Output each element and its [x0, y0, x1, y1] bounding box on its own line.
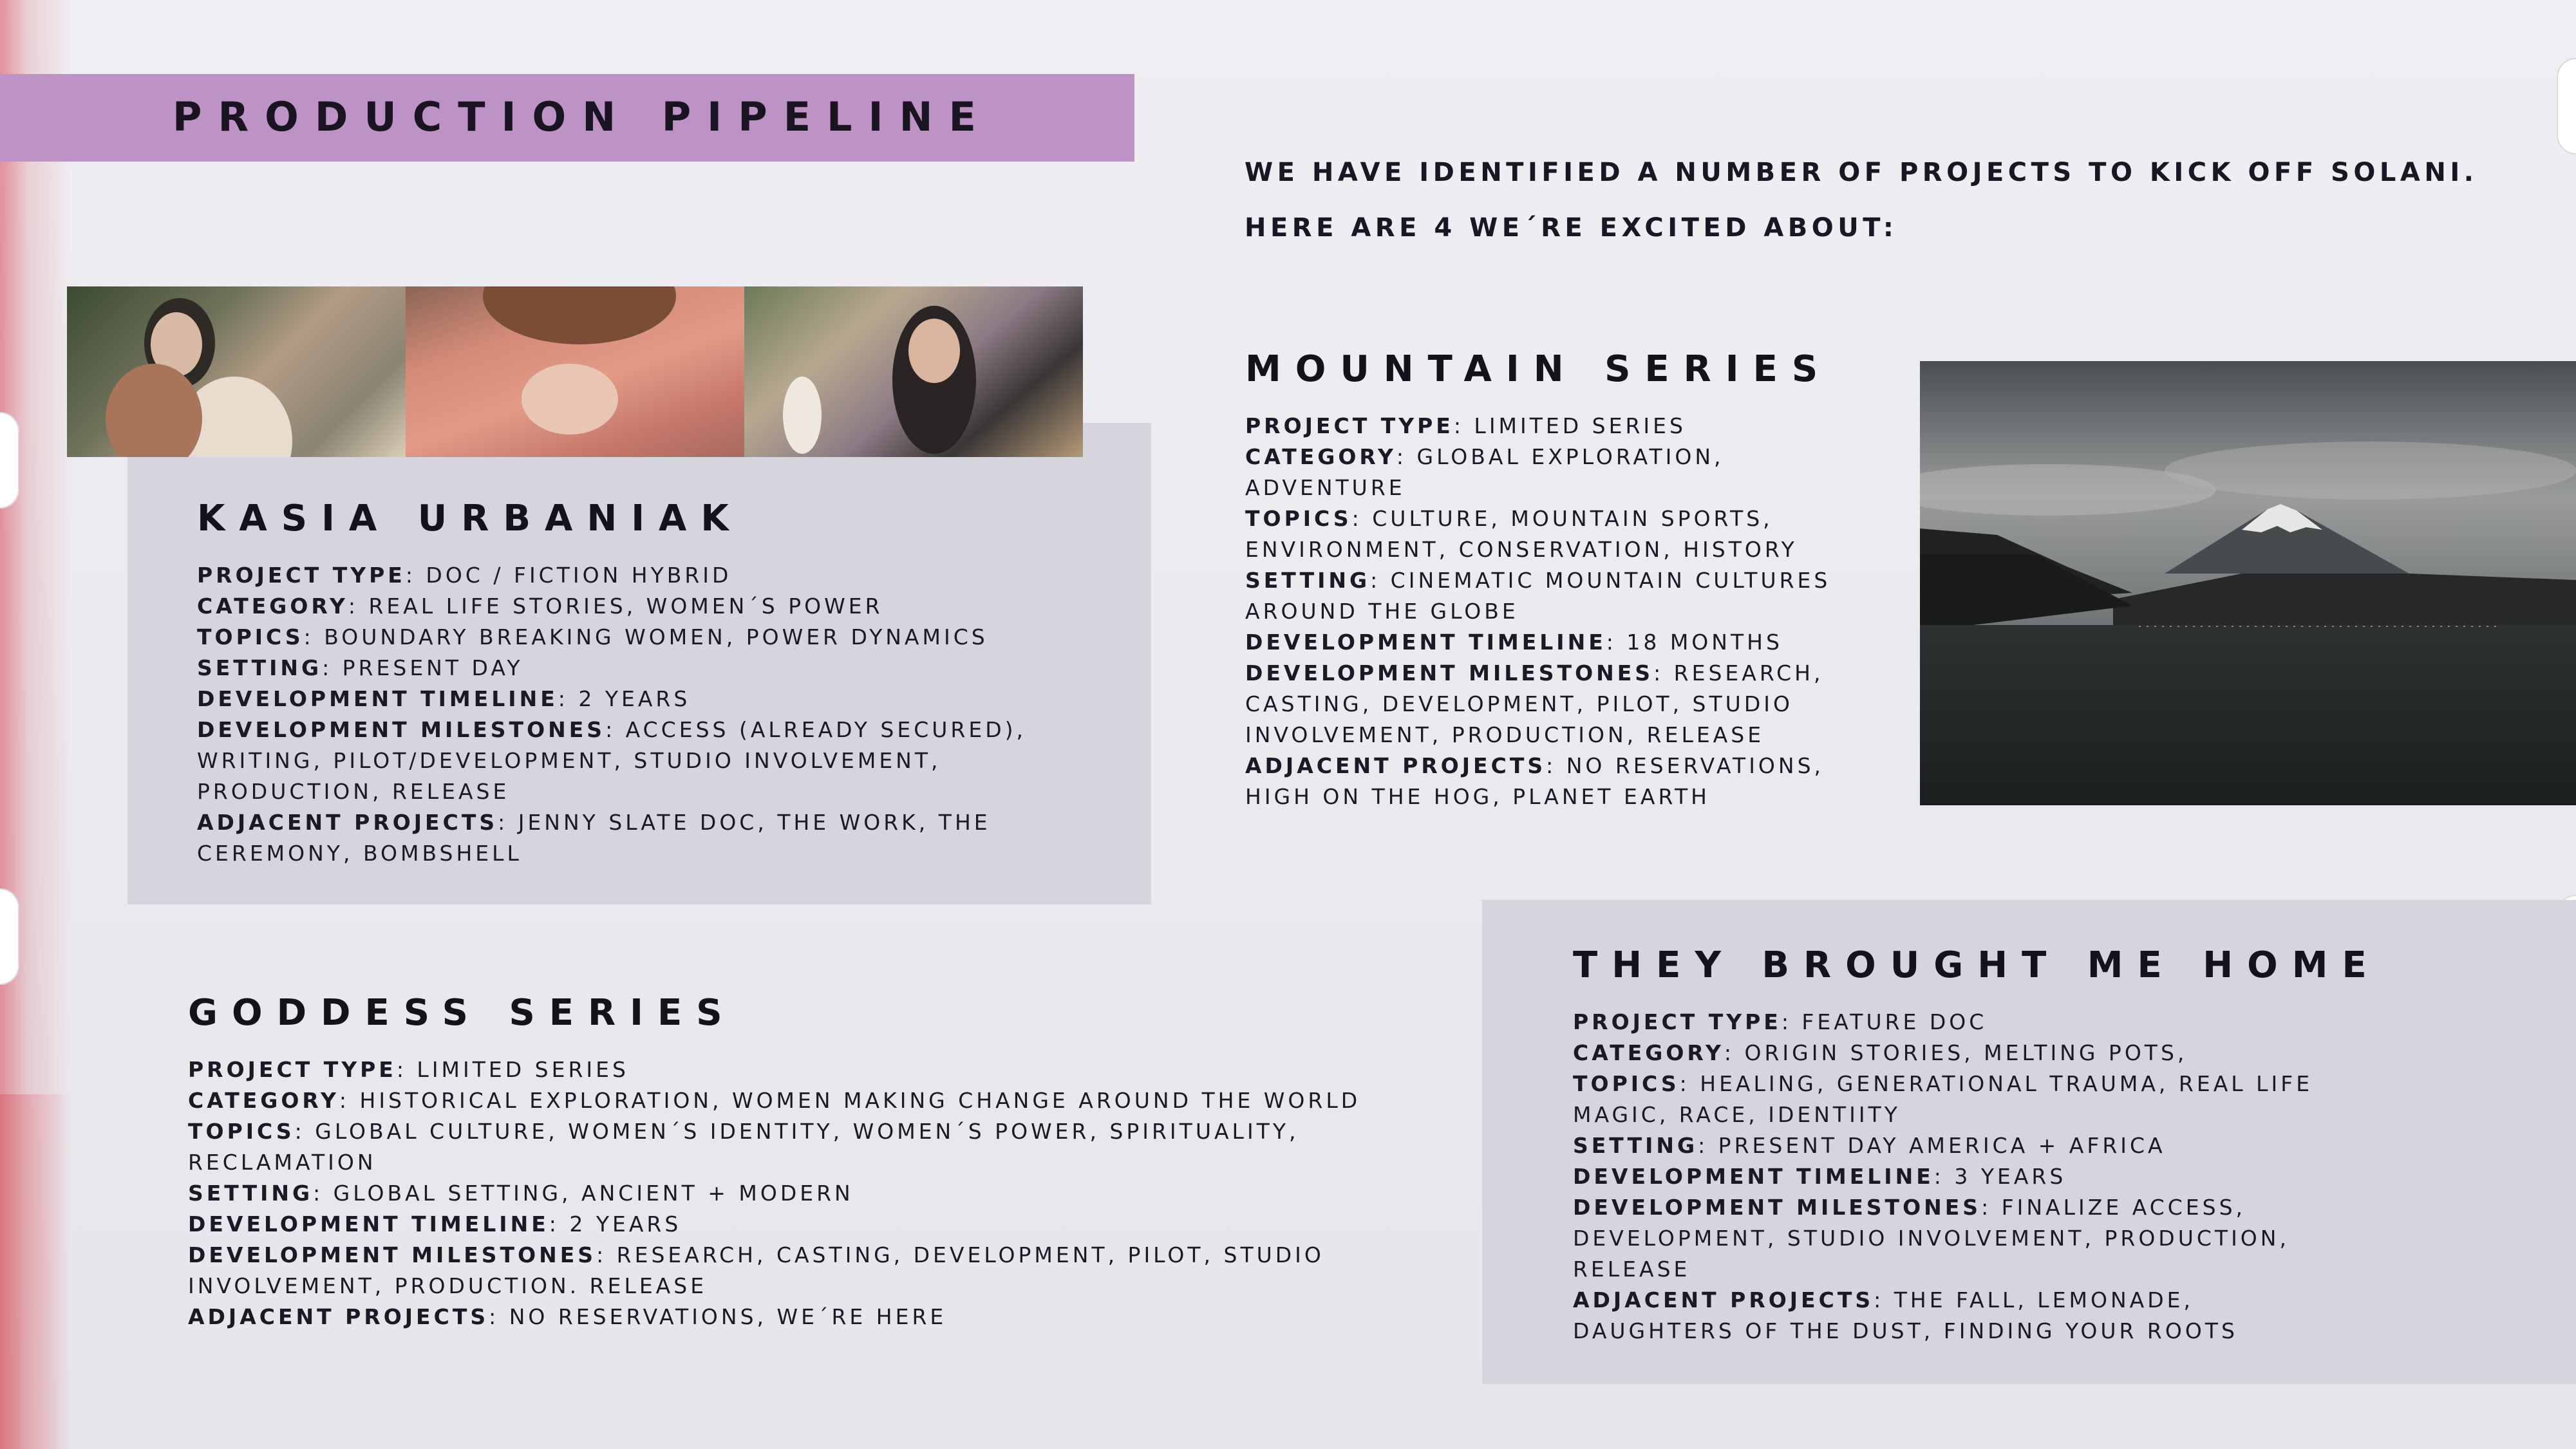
project-kasia: [197, 498, 1026, 869]
detail-value: MAGIC, RACE, IDENTIITY: [1573, 1102, 1901, 1127]
detail-value: : NO RESERVATIONS, WE´RE HERE: [489, 1304, 947, 1329]
detail-label: SETTING: [197, 655, 323, 680]
detail-value: : PRESENT DAY: [322, 655, 523, 680]
intro-line-1: WE HAVE IDENTIFIED A NUMBER OF PROJECTS TO KICK OFF SOLANI.: [1245, 158, 2478, 187]
detail-line: [188, 1054, 1360, 1085]
detail-line: [197, 838, 1026, 869]
detail-line: [188, 1085, 1360, 1116]
detail-label: TOPICS: [1573, 1071, 1680, 1096]
detail-label: ADJACENT PROJECTS: [1245, 753, 1547, 778]
detail-value: : GLOBAL SETTING, ANCIENT + MODERN: [313, 1181, 854, 1206]
detail-value: CASTING, DEVELOPMENT, PILOT, STUDIO: [1245, 691, 1793, 716]
detail-line: [197, 591, 1026, 622]
detail-label: PROJECT TYPE: [1573, 1009, 1782, 1034]
detail-label: TOPICS: [188, 1119, 295, 1144]
detail-line: [188, 1178, 1360, 1209]
detail-line: [1245, 565, 1832, 596]
detail-label: TOPICS: [197, 624, 304, 650]
detail-value: : 2 YEARS: [549, 1211, 682, 1237]
project-details: [197, 560, 1026, 869]
detail-label: CATEGORY: [197, 594, 348, 619]
detail-line: [1573, 1161, 2381, 1192]
film-still-3: [744, 286, 1083, 457]
detail-line: [197, 653, 1026, 684]
detail-line: [188, 1147, 1360, 1178]
detail-line: [188, 1209, 1360, 1240]
detail-label: DEVELOPMENT MILESTONES: [197, 717, 606, 742]
detail-line: [1573, 1285, 2381, 1316]
project-title: MOUNTAIN SERIES: [1245, 348, 1832, 390]
project-home: [1573, 944, 2381, 1347]
detail-line: [197, 745, 1026, 776]
detail-value: RELEASE: [1573, 1257, 1691, 1282]
detail-line: [1245, 534, 1832, 565]
detail-value: DEVELOPMENT, STUDIO INVOLVEMENT, PRODUCTION,: [1573, 1226, 2289, 1251]
detail-line: [188, 1116, 1360, 1147]
detail-line: [1245, 596, 1832, 627]
film-perforation: [0, 888, 19, 985]
figure-torso: [483, 286, 676, 344]
detail-line: [1245, 720, 1832, 751]
detail-line: [1245, 503, 1832, 534]
detail-value: : LIMITED SERIES: [396, 1057, 629, 1082]
detail-line: [1245, 627, 1832, 658]
detail-value: AROUND THE GLOBE: [1245, 599, 1519, 624]
railing: [783, 377, 822, 454]
detail-line: [188, 1271, 1360, 1302]
detail-line: [1573, 1069, 2381, 1099]
detail-value: CEREMONY, BOMBSHELL: [197, 841, 522, 866]
detail-label: PROJECT TYPE: [197, 563, 406, 588]
detail-label: CATEGORY: [1245, 444, 1396, 469]
detail-line: [1245, 442, 1832, 472]
detail-value: : LIMITED SERIES: [1453, 413, 1686, 438]
detail-line: [1245, 781, 1832, 812]
detail-value: : GLOBAL EXPLORATION,: [1396, 444, 1724, 469]
detail-value: : CINEMATIC MOUNTAIN CULTURES: [1370, 568, 1831, 593]
project-title: GODDESS SERIES: [188, 992, 737, 1034]
detail-value: : 2 YEARS: [558, 686, 691, 711]
detail-label: DEVELOPMENT MILESTONES: [1573, 1195, 1982, 1220]
detail-value: INVOLVEMENT, PRODUCTION. RELEASE: [188, 1273, 708, 1298]
detail-value: : REAL LIFE STORIES, WOMEN´S POWER: [348, 594, 883, 619]
mountain-photo: [1920, 361, 2576, 805]
detail-label: TOPICS: [1245, 506, 1352, 531]
film-edge-red-glow-lower: [0, 1094, 71, 1449]
detail-line: [1245, 658, 1832, 689]
detail-value: : GLOBAL CULTURE, WOMEN´S IDENTITY, WOMEN´S POWER, SPIRITUALITY,: [294, 1119, 1299, 1144]
detail-label: SETTING: [188, 1181, 314, 1206]
detail-label: PROJECT TYPE: [188, 1057, 397, 1082]
detail-line: [197, 715, 1026, 745]
project-details: [1245, 411, 1832, 812]
detail-line: [1573, 1223, 2381, 1254]
detail-line: [1573, 1254, 2381, 1285]
detail-label: DEVELOPMENT TIMELINE: [1573, 1164, 1934, 1189]
detail-value: ADVENTURE: [1245, 475, 1406, 500]
detail-line: [1245, 411, 1832, 442]
detail-value: : ACCESS (ALREADY SECURED),: [605, 717, 1026, 742]
detail-label: ADJACENT PROJECTS: [197, 810, 498, 835]
page-title: PRODUCTION PIPELINE: [173, 93, 992, 140]
detail-value: : FEATURE DOC: [1781, 1009, 1988, 1034]
detail-label: DEVELOPMENT TIMELINE: [1245, 630, 1606, 655]
detail-line: [197, 560, 1026, 591]
kasia-photo-strip: [67, 286, 1083, 457]
detail-value: WRITING, PILOT/DEVELOPMENT, STUDIO INVOLVEMENT,: [197, 748, 941, 773]
detail-value: : CULTURE, MOUNTAIN SPORTS,: [1351, 506, 1773, 531]
project-goddess: [188, 992, 1360, 1332]
detail-label: DEVELOPMENT MILESTONES: [188, 1242, 597, 1267]
detail-value: RECLAMATION: [188, 1150, 377, 1175]
detail-line: [1573, 1099, 2381, 1130]
detail-label: DEVELOPMENT MILESTONES: [1245, 660, 1654, 686]
figure-face: [908, 319, 960, 383]
detail-line: [1245, 472, 1832, 503]
detail-value: : RESEARCH,: [1653, 660, 1824, 686]
intro-text: [1245, 145, 2477, 256]
detail-label: SETTING: [1245, 568, 1371, 593]
detail-label: DEVELOPMENT TIMELINE: [188, 1211, 549, 1237]
detail-line: [188, 1302, 1360, 1332]
detail-line: [1573, 1007, 2381, 1038]
detail-value: : ORIGIN STORIES, MELTING POTS,: [1724, 1040, 2188, 1065]
detail-value: : HISTORICAL EXPLORATION, WOMEN MAKING CHANGE AROUND THE WORLD: [339, 1088, 1361, 1113]
detail-line: [197, 622, 1026, 653]
detail-line: [1573, 1192, 2381, 1223]
detail-label: ADJACENT PROJECTS: [188, 1304, 489, 1329]
detail-line: [188, 1240, 1360, 1271]
detail-line: [1245, 689, 1832, 720]
detail-line: [197, 776, 1026, 807]
detail-value: DAUGHTERS OF THE DUST, FINDING YOUR ROOTS: [1573, 1318, 2238, 1343]
detail-value: : HEALING, GENERATIONAL TRAUMA, REAL LIFE: [1679, 1071, 2313, 1096]
detail-value: : JENNY SLATE DOC, THE WORK, THE: [498, 810, 991, 835]
project-mountain: [1245, 348, 1832, 812]
mountain-illustration: [1920, 361, 2576, 805]
detail-line: [197, 684, 1026, 715]
detail-line: [1573, 1130, 2381, 1161]
detail-line: [1573, 1316, 2381, 1347]
detail-value: : NO RESERVATIONS,: [1546, 753, 1825, 778]
detail-value: : RESEARCH, CASTING, DEVELOPMENT, PILOT, STUDIO: [596, 1242, 1324, 1267]
detail-label: PROJECT TYPE: [1245, 413, 1454, 438]
detail-value: : PRESENT DAY AMERICA + AFRICA: [1698, 1133, 2166, 1158]
project-title: KASIA URBANIAK: [197, 498, 743, 539]
detail-label: SETTING: [1573, 1133, 1698, 1158]
detail-value: : DOC / FICTION HYBRID: [405, 563, 732, 588]
detail-line: [1573, 1038, 2381, 1069]
detail-label: CATEGORY: [1573, 1040, 1724, 1065]
detail-value: HIGH ON THE HOG, PLANET EARTH: [1245, 784, 1710, 809]
film-perforation: [2557, 58, 2576, 154]
detail-line: [197, 807, 1026, 838]
film-still-1: [67, 286, 406, 457]
detail-line: [1245, 751, 1832, 781]
detail-value: : BOUNDARY BREAKING WOMEN, POWER DYNAMICS: [303, 624, 988, 650]
figure-hands: [522, 364, 618, 435]
detail-value: : 18 MONTHS: [1606, 630, 1783, 655]
detail-value: ENVIRONMENT, CONSERVATION, HISTORY: [1245, 537, 1798, 562]
detail-label: CATEGORY: [188, 1088, 339, 1113]
project-details: [1573, 1007, 2381, 1347]
detail-label: ADJACENT PROJECTS: [1573, 1287, 1874, 1313]
detail-value: : 3 YEARS: [1933, 1164, 2067, 1189]
film-still-2: [406, 286, 744, 457]
project-title: THEY BROUGHT ME HOME: [1573, 944, 2381, 986]
intro-line-2: HERE ARE 4 WE´RE EXCITED ABOUT:: [1245, 213, 1898, 243]
detail-value: INVOLVEMENT, PRODUCTION, RELEASE: [1245, 722, 1765, 747]
detail-value: PRODUCTION, RELEASE: [197, 779, 510, 804]
detail-value: : FINALIZE ACCESS,: [1981, 1195, 2246, 1220]
project-details: [188, 1054, 1360, 1332]
film-perforation: [0, 412, 19, 509]
detail-label: DEVELOPMENT TIMELINE: [197, 686, 558, 711]
detail-value: : THE FALL, LEMONADE,: [1874, 1287, 2194, 1313]
